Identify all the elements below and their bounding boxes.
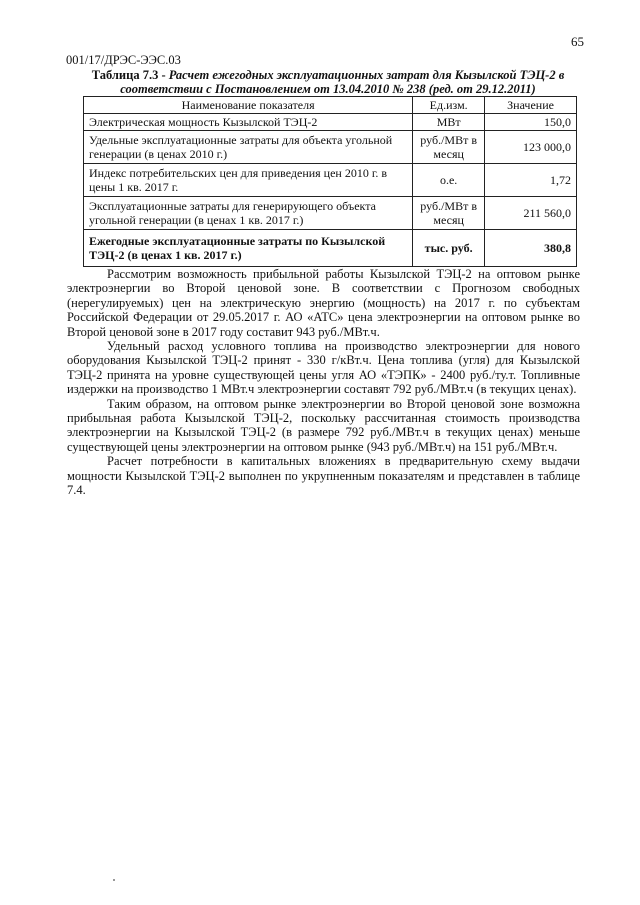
row-unit: о.е. [413, 164, 485, 197]
table-row [84, 114, 577, 131]
row-unit: МВт [413, 114, 485, 131]
table-caption-lead: Таблица 7.3 - [91, 68, 166, 82]
row-unit: руб./МВт в месяц [413, 197, 485, 230]
page-number: 65 [571, 34, 584, 49]
row-name: Эксплуатационные затраты для генерирующего объекта угольной генерации (в ценах 1 кв. 2017 г.) [84, 197, 413, 230]
scan-speck [113, 879, 115, 881]
document-code: 001/17/ДРЭС-ЭЭС.03 [66, 53, 181, 67]
row-value: 123 000,0 [485, 131, 577, 164]
row-name: Индекс потребительских цен для приведения цен 2010 г. в цены 1 кв. 2017 г. [84, 164, 413, 197]
paragraph: Удельный расход условного топлива на производство электроэнергии для нового оборудования Кызылской ТЭЦ-2 принят - 330 г/кВт.ч. Цена топлива (угля) для Кызылской ТЭЦ-2 принята на уровне существующей цены угля АО «ТЭПК» - 2400 руб./ту.т. Топливные издержки на производство 1 МВт.ч электроэнергии составят 792 руб./МВт.ч (в текущих ценах). [67, 339, 580, 397]
row-name: Удельные эксплуатационные затраты для объекта угольной генерации (в ценах 2010 г.) [84, 131, 413, 164]
table-row [84, 131, 577, 164]
paragraph: Расчет потребности в капитальных вложениях в предварительную схему выдачи мощности Кызылской ТЭЦ-2 выполнен по укрупненным показателям и представлен в таблице 7.4. [67, 454, 580, 498]
table-row [84, 197, 577, 230]
table-row [84, 164, 577, 197]
row-unit: тыс. руб. [413, 230, 485, 267]
row-value: 211 560,0 [485, 197, 577, 230]
row-value: 1,72 [485, 164, 577, 197]
row-name: Электрическая мощность Кызылской ТЭЦ-2 [84, 114, 413, 131]
row-value: 150,0 [485, 114, 577, 131]
paragraph: Таким образом, на оптовом рынке электроэнергии во Второй ценовой зоне возможна прибыльная работа Кызылской ТЭЦ-2, поскольку рассчитанная стоимость производства электроэнергии на Кызылской ТЭЦ-2 (в размере 792 руб./МВт.ч в текущих ценах) меньше существующей цены электроэнергии на оптовом рынке (943 руб./МВт.ч) на 151 руб./МВт.ч. [67, 396, 580, 454]
header-unit: Ед.изм. [413, 97, 485, 114]
table-caption-title: Расчет ежегодных эксплуатационных затрат для Кызылской ТЭЦ-2 в соответствии с Постановлением от 13.04.2010 № 238 (ред. от 29.12.2011) [120, 68, 565, 96]
table-header-row [84, 97, 577, 114]
header-indicator-name: Наименование показателя [84, 97, 413, 114]
header-value: Значение [485, 97, 577, 114]
row-unit: руб./МВт в месяц [413, 131, 485, 164]
table-caption [78, 68, 578, 96]
body-text [67, 267, 580, 498]
table-total-row [84, 230, 577, 267]
row-value: 380,8 [485, 230, 577, 267]
paragraph: Рассмотрим возможность прибыльной работы Кызылской ТЭЦ-2 на оптовом рынке электроэнергии во Второй ценовой зоне. В соответствии с Прогнозом свободных (нерегулируемых) цен на электрическую энергию (мощность) на 2017 г. по субъектам Российской Федерации от 29.05.2017 г. АО «АТС» цена электроэнергии на оптовом рынке во Второй ценовой зоне в 2017 году составит 943 руб./МВт.ч. [67, 267, 580, 339]
row-name: Ежегодные эксплуатационные затраты по Кызылской ТЭЦ-2 (в ценах 1 кв. 2017 г.) [84, 230, 413, 267]
expenses-table [83, 96, 577, 267]
